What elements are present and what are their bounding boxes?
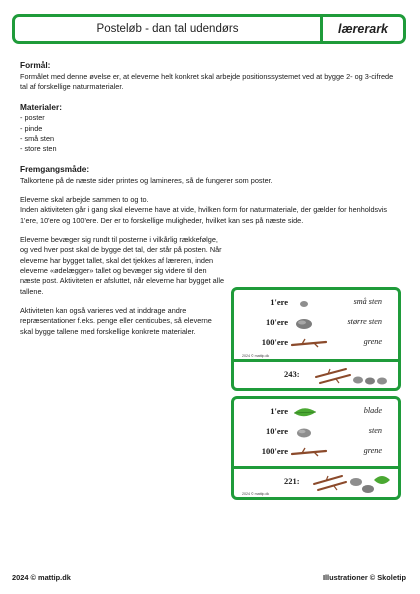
place-value-label: 1'ere [270,406,288,416]
branch-and-stone-icon [312,363,392,387]
list-item: - små sten [20,134,55,143]
target-number: 243: [284,369,300,379]
branch-icon [290,445,330,459]
card-divider [234,359,398,362]
instructions-paragraph: Inden aktiviteten går i gang skal eleverne have at vide, hvilken form for naturmateriale, der gælder for henholdsvis 1'ere, 10'ere og 100'ere. Der er to forskellige muligheder, hvilket kan ses på næste side. [20,205,388,225]
place-value-label: 1'ere [270,297,288,307]
formaal-heading: Formål: [20,60,51,70]
material-word: små sten [353,297,382,306]
branch-stone-leaf-icon [312,470,392,494]
page-role-label: lærerark [337,22,389,36]
formaal-text: Formålet med denne øvelse er, at eleverne helt konkret skal arbejde positionssystemet ved at bygge 2- og 3-cifrede tal af forskellige naturmaterialer. [20,71,394,92]
card-number-row [234,470,398,494]
card-row-ones [234,294,398,312]
card-row-tens [234,423,398,441]
list-item: - store sten [20,144,57,154]
stone-icon [290,425,330,439]
card-number-row [234,363,398,387]
material-word: blade [363,406,382,415]
place-value-label: 10'ere [265,426,288,436]
material-word: grene [363,446,382,455]
number-card-221 [231,396,401,500]
material-word: større sten [347,317,382,326]
card-row-hundreds [234,443,398,461]
material-word: sten [368,426,382,435]
list-item: - pinde [20,123,43,133]
page-title: Posteløb - dan tal udendørs [96,23,239,35]
card-row-ones [234,403,398,421]
large-stone-icon [290,316,330,330]
footer-copyright: 2024 © mattip.dk [12,573,71,582]
fremgang-heading: Fremgangsmåde: [20,163,90,174]
card-row-hundreds [234,334,398,352]
materials-list [20,113,400,154]
fremgang-text: Talkortene på de næste sider printes og lamineres, så de fungerer som poster. [20,175,273,185]
place-value-label: 100'ere [261,446,288,456]
branch-icon [290,336,330,350]
page-header [12,14,406,44]
activity-paragraph: Eleverne bevæger sig rundt til posterne i vilkårlig rækkefølge, og ved hver post skal de bygge det tal, der står på posten. Når eleverne har bygget tallet, skal det tjekkes af læreren, inden eleverne «ødelægger» tallet og bevæger sig videre til den næste post. Aktiviteten er afsluttet, når eleverne har bygget alle tallene. [20,234,225,296]
place-value-label: 100'ere [261,337,288,347]
card-credit: 2024 © mattip.dk [242,354,270,358]
footer-illustration-credit: Illustrationer © Skoletip [322,573,406,582]
leaf-icon [290,405,330,419]
number-card-243 [231,287,401,391]
variation-paragraph: Aktiviteten kan også varieres ved at inddrage andre repræsentationer f.eks. penge eller centicubes, så eleverne skal bygge tallene med forskellige konkrete materialer. [20,306,212,336]
target-number: 221: [284,476,300,486]
material-word: grene [363,337,382,346]
card-credit: 2024 © mattip.dk [242,492,270,496]
pairs-paragraph: Eleverne skal arbejde sammen to og to. [20,194,149,204]
materialer-heading: Materialer: [20,101,62,112]
card-divider [234,466,398,469]
list-item: - poster [20,113,45,123]
card-row-tens [234,314,398,332]
place-value-label: 10'ere [265,317,288,327]
small-stone-icon [290,296,330,310]
